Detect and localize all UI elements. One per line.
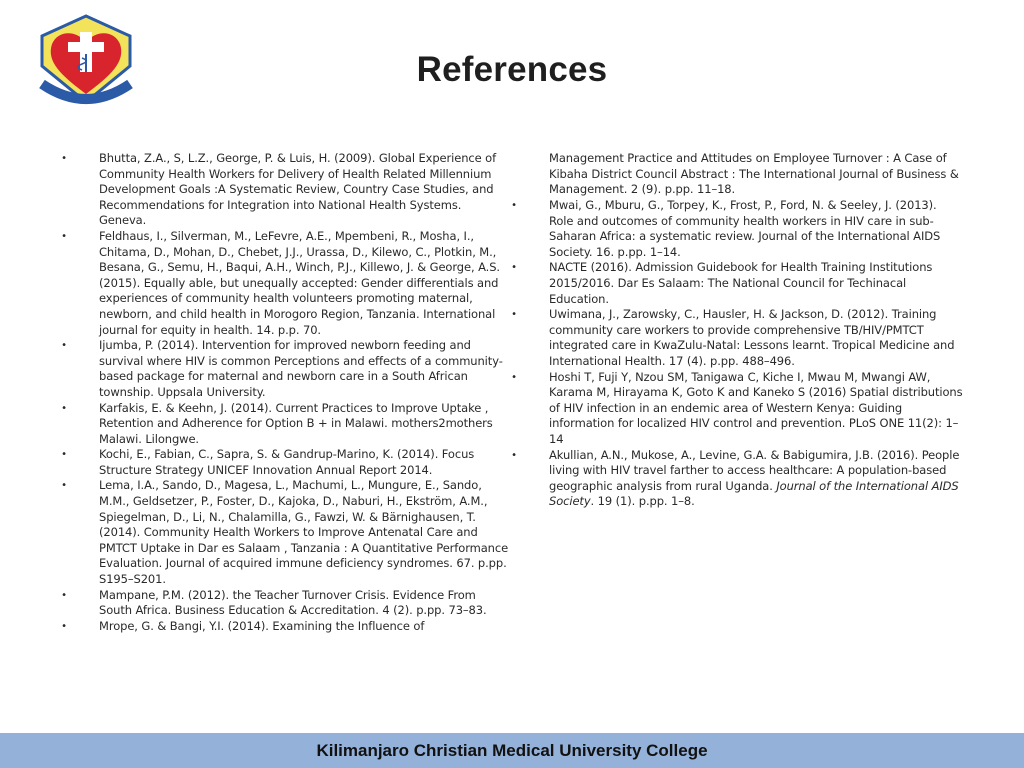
bullet-icon: •: [61, 153, 67, 164]
references-list-left: [59, 151, 509, 634]
footer-bar: [0, 733, 1024, 768]
reference-journal: Journal of the International AIDS Society: [549, 478, 959, 509]
bullet-icon: •: [61, 402, 67, 414]
reference-text: Bhutta, Z.A., S, L.Z., George, P. & Luis, H. (2009). Global Experience of Community Health Workers for Delivery of Health Related Millennium Development Goals :A Systematic Review, Country Case Studies, and Recommendations for Integration into National Health Systems. Geneva.: [99, 151, 497, 228]
reference-item: [59, 447, 509, 478]
reference-item: [509, 198, 964, 260]
reference-text-part: . 19 (1). p.pp. 1–8.: [590, 494, 695, 509]
reference-item: [59, 619, 509, 635]
reference-text-part: Akullian, A.N., Mukose, A., Levine, G.A. & Babigumira, J.B. (2016). People living with HIV travel farther to access healthcare: A population-based geographic analysis from rural Uganda.: [549, 447, 960, 493]
reference-text: Hoshi T, Fuji Y, Nzou SM, Tanigawa C, Kiche I, Mwau M, Mwangi AW, Karama M, Hirayama K, Goto K and Kaneko S (2016) Spatial distributions of HIV infection in an endemic area of Western Kenya: Guiding information for localized HIV control and prevention. PLoS ONE 11(2): 1–14: [549, 369, 963, 446]
reference-text: Ijumba, P. (2014). Intervention for improved newborn feeding and survival where HIV is common Perceptions and effects of a community-based package for maternal and newborn care in a South African township. Uppsala University.: [99, 338, 503, 399]
reference-text: [549, 448, 959, 509]
reference-item: [509, 260, 964, 307]
bullet-icon: •: [61, 340, 67, 352]
bullet-icon: •: [61, 449, 67, 461]
reference-item: [509, 370, 964, 448]
bullet-icon: •: [511, 262, 517, 274]
bullet-icon: •: [61, 589, 67, 601]
reference-text: Lema, I.A., Sando, D., Magesa, L., Machumi, L., Mungure, E., Sando, M.M., Geldsetzer, P., Foster, D., Kajoka, D., Naburi, H., Ekström, A.M., Spiegelman, D., Li, N., Chalamilla, G., Fawzi, W. & Bärnighausen, T. (2014). Community Health Workers to Improve Antenatal Care and PMTCT Uptake in Dar es Salaam , Tanzania : A Quantitative Performance Evaluation. Journal of acquired immune deficiency syndromes. 67. p.pp. S195–S201.: [99, 478, 509, 587]
reference-text: Mampane, P.M. (2012). the Teacher Turnover Crisis. Evidence From South Africa. Business Education & Accreditation. 4 (2). p.pp. 73–83.: [99, 587, 487, 618]
bullet-icon: •: [61, 480, 67, 492]
reference-item: [509, 307, 964, 369]
references-list-right: [509, 198, 964, 510]
bullet-icon: •: [61, 230, 67, 242]
reference-item: [59, 401, 509, 448]
reference-item: [59, 151, 509, 229]
reference-text: NACTE (2016). Admission Guidebook for Health Training Institutions 2015/2016. Dar Es Salaam: The National Council for Techinacal Education.: [549, 260, 933, 306]
footer-title: Kilimanjaro Christian Medical University College: [316, 741, 708, 760]
bullet-icon: •: [511, 371, 517, 383]
reference-text: Mrope, G. & Bangi, Y.I. (2014). Examining the Influence of: [99, 618, 425, 633]
reference-item: [59, 588, 509, 619]
bullet-icon: •: [511, 200, 517, 211]
bullet-icon: •: [511, 449, 517, 461]
reference-text: Mwai, G., Mburu, G., Torpey, K., Frost, P., Ford, N. & Seeley, J. (2013). Role and outcomes of community health workers in HIV care in sub-Saharan Africa: a systematic review. Journal of the International AIDS Society. 16. p.pp. 1–14.: [549, 198, 941, 259]
reference-text: Karfakis, E. & Keehn, J. (2014). Current Practices to Improve Uptake , Retention and Adherence for Option B + in Malawi. mothers2mothers Malawi. Lilongwe.: [99, 400, 493, 446]
reference-text: Feldhaus, I., Silverman, M., LeFevre, A.E., Mpembeni, R., Mosha, I., Chitama, D., Mohan, D., Chebet, J.J., Urassa, D., Kilewo, C., Plotkin, M., Besana, G., Semu, H., Baqui, A.H., Winch, P.J., Killewo, J. & George, A.S. (2015). Equally able, but unequally accepted: Gender differentials and experiences of community health volunteers promoting maternal, newborn, and child health in Morogoro Region, Tanzania. International journal for equity in health. 14. p.p. 70.: [99, 228, 500, 337]
reference-text: Kochi, E., Fabian, C., Sapra, S. & Gandrup-Marino, K. (2014). Focus Structure Strategy UNICEF Innovation Annual Report 2014.: [99, 447, 475, 477]
bullet-icon: •: [61, 620, 67, 632]
page-title: References: [416, 50, 608, 89]
reference-item: [59, 338, 509, 400]
reference-item: [59, 229, 509, 338]
reference-item: [59, 478, 509, 587]
bullet-icon: •: [511, 309, 517, 321]
reference-item: [509, 448, 964, 510]
reference-text: Uwimana, J., Zarowsky, C., Hausler, H. & Jackson, D. (2012). Training community care workers to provide comprehensive TB/HIV/PMTCT integrated care in KwaZulu-Natal: Lessons learnt. Tropical Medicine and International Health. 17 (4). p.pp. 488–496.: [549, 307, 955, 368]
reference-continuation: Management Practice and Attitudes on Employee Turnover : A Case of Kibaha District Council Abstract : The International Journal of Business & Management. 2 (9). p.pp. 11–18.: [549, 151, 959, 197]
